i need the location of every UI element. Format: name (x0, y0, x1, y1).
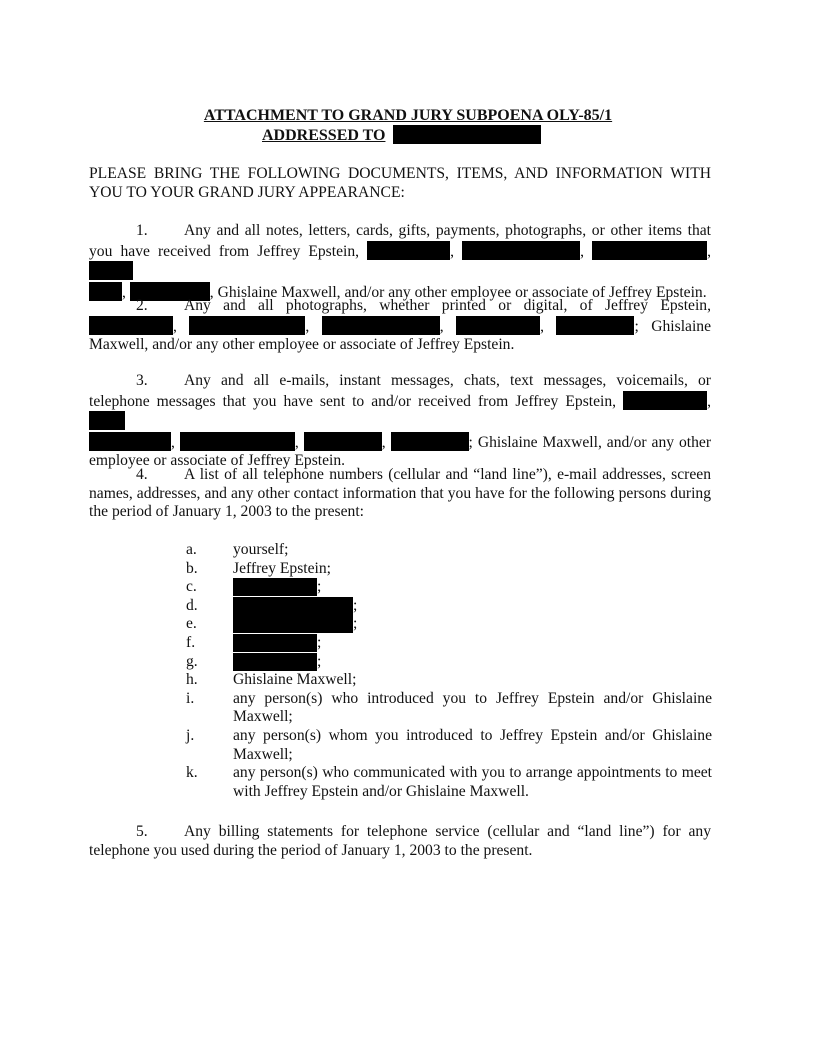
list-item (186, 727, 712, 764)
item-3-paragraph: 3. Any and all e-mails, instant messages, chats, text messages, voicemails, or telephone messages that you have sent to and/or received from Jeffrey Epstein, , , , , ; Ghislaine Maxwell, and/or any other employee or associate of Jeffrey Epstein. (89, 372, 712, 470)
redaction-block (89, 316, 173, 335)
list-item (186, 653, 712, 672)
list-item (186, 578, 712, 597)
redaction-block (456, 316, 540, 335)
list-item-text: ; (353, 596, 358, 614)
list-item-text: any person(s) who introduced you to Jeffrey Epstein and/or Ghislaine Maxwell; (233, 689, 712, 726)
redaction-block (89, 432, 171, 451)
list-item-label: h. (186, 671, 198, 689)
item-text: Any and all notes, letters, cards, gifts, payments, photographs, or other items that you have received from Jeffrey Epstein, (89, 222, 711, 260)
item-number: 3. (136, 372, 148, 389)
redaction-block (623, 391, 707, 410)
item-text-end: Ghislaine Maxwell, and/or any other employee or associate of Jeffrey Epstein. (217, 283, 707, 301)
redaction-block (233, 653, 317, 671)
list-item-label: g. (186, 652, 198, 670)
list-item (186, 615, 712, 634)
list-item (186, 690, 712, 727)
item-text: Any and all e-mails, instant messages, chats, text messages, voicemails, or telephone messages that you have sent to and/or received from Jeffrey Epstein, (89, 372, 711, 410)
list-item-text: ; (317, 652, 322, 670)
item-number: 2. (136, 297, 148, 314)
redaction-block (556, 316, 634, 335)
list-item-text: ; (317, 578, 322, 596)
list-item (186, 671, 712, 690)
redaction-block (233, 578, 317, 596)
item-number: 5. (136, 823, 148, 840)
list-item-text: any person(s) who communicated with you to arrange appointments to meet with Jeffrey Epstein and/or Ghislaine Maxwell. (233, 764, 712, 800)
redaction-block (189, 316, 305, 335)
item-2-paragraph: 2. Any and all photographs, whether printed or digital, of Jeffrey Epstein, , , , , ; Ghislaine Maxwell, and/or any other employee or associate of Jeffrey Epstein. (89, 297, 711, 354)
persons-list (186, 541, 712, 801)
list-item-label: c. (186, 578, 197, 596)
list-item-text: Jeffrey Epstein; (233, 559, 332, 577)
list-item-label: j. (186, 726, 195, 744)
redaction-block (391, 432, 469, 451)
list-item-text: ; (317, 633, 322, 651)
list-item-label: k. (186, 764, 198, 782)
redaction-block (322, 316, 440, 335)
list-item-text: ; (353, 615, 358, 633)
list-item-label: i. (186, 689, 195, 707)
list-item-text: Ghislaine Maxwell; (233, 671, 357, 689)
document-title: ATTACHMENT TO GRAND JURY SUBPOENA OLY-85/1 (203, 107, 613, 124)
list-item (186, 634, 712, 653)
item-number: 1. (136, 222, 148, 239)
item-number: 4. (136, 466, 148, 483)
item-4-paragraph (89, 466, 711, 522)
redaction-block (89, 261, 133, 280)
redaction-block (393, 125, 541, 144)
redaction-block (462, 241, 580, 260)
list-item-text: yourself; (233, 541, 289, 558)
intro-paragraph: PLEASE BRING THE FOLLOWING DOCUMENTS, ITEMS, AND INFORMATION WITH YOU TO YOUR GRAND JURY APPEARANCE: (89, 165, 711, 201)
redaction-block (233, 597, 353, 615)
item-5-paragraph (89, 823, 711, 860)
list-item (186, 597, 712, 616)
addressee-line (262, 125, 541, 145)
redaction-block (304, 432, 382, 451)
list-item-label: b. (186, 559, 198, 577)
redaction-block (233, 615, 353, 633)
redaction-block (89, 411, 125, 430)
item-text: A list of all telephone numbers (cellular and “land line”), e-mail addresses, screen names, addresses, and any other contact information that you have for the following persons during the period of January 1, 2003 to the present: (89, 466, 711, 521)
list-item (186, 541, 712, 560)
redaction-block (233, 634, 317, 652)
addressee-label: ADDRESSED TO (262, 127, 386, 144)
redaction-block (367, 241, 450, 260)
list-item-label: f. (186, 633, 196, 651)
list-item-text: any person(s) whom you introduced to Jeffrey Epstein and/or Ghislaine Maxwell; (233, 726, 712, 763)
list-item-label: d. (186, 596, 198, 614)
list-item-label: e. (186, 615, 197, 633)
list-item-label: a. (186, 541, 197, 558)
list-item (186, 764, 712, 801)
item-text-end: Ghislaine Maxwell, and/or any other employee or associate of Jeffrey Epstein. (89, 433, 712, 470)
redaction-block (180, 432, 295, 451)
redaction-block (592, 241, 707, 260)
list-item (186, 560, 712, 579)
item-text: Any billing statements for telephone service (cellular and “land line”) for any telephone you used during the period of January 1, 2003 to the present. (89, 823, 711, 859)
item-text: Any and all photographs, whether printed or digital, of Jeffrey Epstein, (184, 297, 711, 314)
item-text-end: Ghislaine Maxwell, and/or any other employee or associate of Jeffrey Epstein. (89, 317, 711, 354)
item-1-paragraph: 1. Any and all notes, letters, cards, gifts, payments, photographs, or other items that you have received from Jeffrey Epstein, , , , , , Ghislaine Maxwell, and/or any other employee or associate of Jeffrey Epstein. (89, 222, 711, 301)
